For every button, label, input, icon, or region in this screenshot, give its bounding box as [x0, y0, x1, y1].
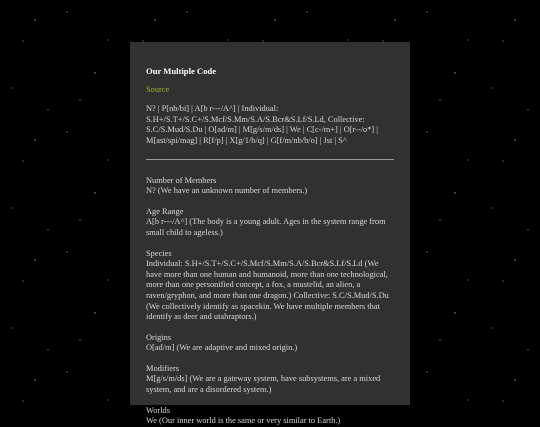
section-number-of-members	[146, 176, 394, 197]
section-age-range	[146, 207, 394, 239]
section-body: A[b r---/A^] (The body is a young adult. Ages in the system range from small child to ageless.)	[146, 217, 386, 237]
section-body: O[ad/m] (We are adaptive and mixed origin.)	[146, 343, 298, 353]
section-heading: Number of Members	[146, 175, 217, 185]
section-species	[146, 249, 394, 323]
section-origins	[146, 333, 394, 354]
divider	[146, 159, 394, 160]
section-body: We (Our inner world is the same or very similar to Earth.)	[146, 416, 341, 426]
section-body: Individual: S.H+/S.T+/S.C+/S.Mcf/S.Mm/S.A/S.Bcr&S.Lf/S.Ld (We have more than one human and humanoid, more than one technological, more than one personified concept, a fox, a mustelid, an alien, a raven/gryphon, and more than one dragon.) Collective: S.C/S.Mud/S.Du (We collectively identify as spacekin. We have multiple members that identify as deer and utahraptors.)	[146, 259, 389, 322]
section-body: M[g/s/m/ds] (We are a gateway system, have subsystems, are a mixed system, and are a disordered system.)	[146, 374, 381, 395]
section-heading: Age Range	[146, 206, 184, 216]
post-title: Our Multiple Code	[146, 66, 217, 76]
post-panel	[130, 42, 410, 426]
multiple-code-string: N? | P[nb/bi] | A[b r---/A^] | Individual: S.H+/S.T+/S.C+/S.Mcf/S.Mm/S.A/S.Bcr&S.Lf/S.Ld, Collective: S.C/S.Mud/S.Du | O[ad/m] | M[g/s/m/ds] | We | C[c-/m+] | O[r--/o*] | M[ast/spi/mag] | R[f/p] | X[g/1/b/q] | G[f/m/nb/b/o] | Jst | S^	[146, 104, 378, 145]
section-worlds	[146, 406, 394, 427]
section-body: N? (We have an unknown number of members.)	[146, 186, 308, 196]
section-heading: Species	[146, 248, 172, 258]
section-heading: Worlds	[146, 405, 170, 415]
section-heading: Origins	[146, 332, 172, 342]
section-heading: Modifiers	[146, 363, 180, 373]
section-modifiers	[146, 364, 394, 396]
source-link[interactable]: Source	[146, 84, 170, 94]
